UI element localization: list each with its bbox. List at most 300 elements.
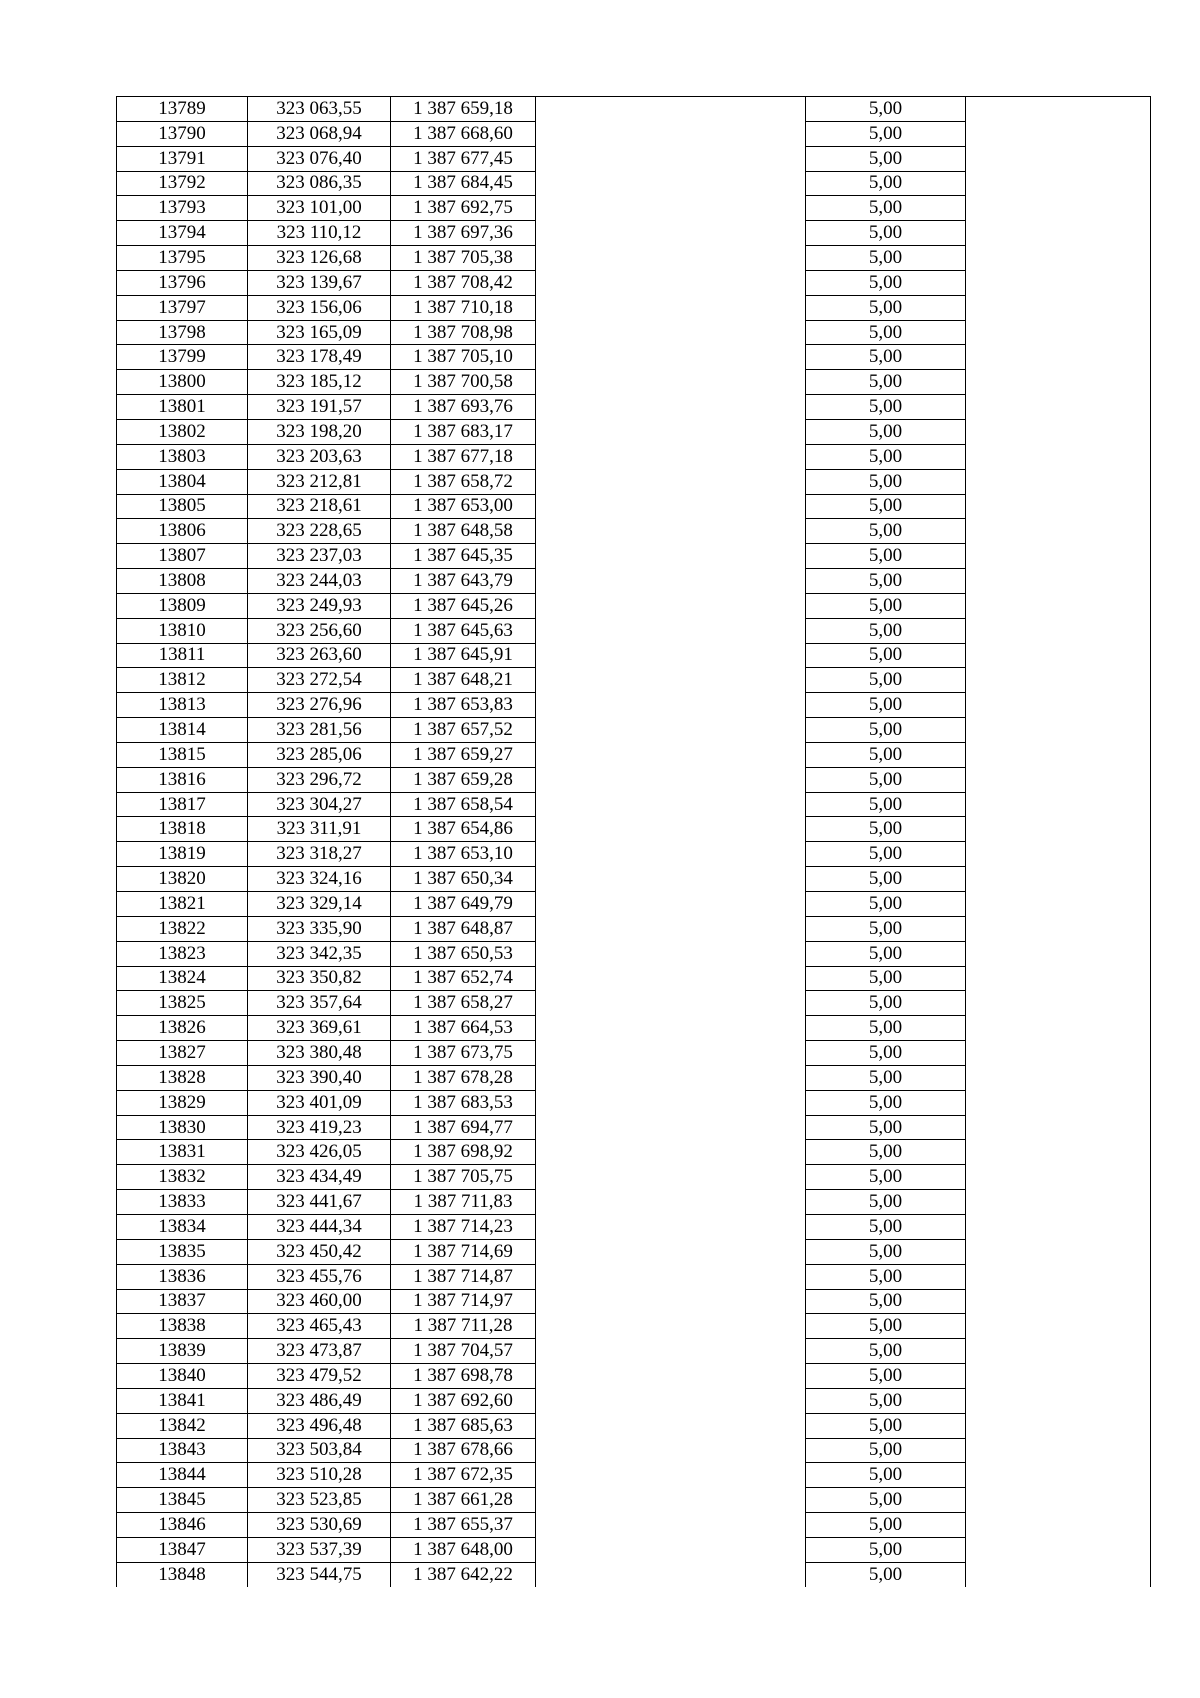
table-row [117,1140,1151,1165]
accuracy-cell: 5,00 [806,146,966,171]
empty-cell [966,444,1151,469]
table-row [117,1289,1151,1314]
point-number-cell: 13829 [117,1090,248,1115]
empty-cell [536,892,806,917]
y-coordinate-cell: 1 387 693,76 [391,395,536,420]
y-coordinate-cell: 1 387 650,53 [391,941,536,966]
x-coordinate-cell: 323 063,55 [248,97,391,122]
accuracy-cell: 5,00 [806,966,966,991]
x-coordinate-cell: 323 419,23 [248,1115,391,1140]
accuracy-cell: 5,00 [806,1339,966,1364]
table-row [117,519,1151,544]
accuracy-cell: 5,00 [806,345,966,370]
table-row [117,1214,1151,1239]
x-coordinate-cell: 323 444,34 [248,1214,391,1239]
point-number-cell: 13792 [117,171,248,196]
table-row [117,916,1151,941]
empty-cell [966,1289,1151,1314]
empty-cell [536,519,806,544]
accuracy-cell: 5,00 [806,1289,966,1314]
y-coordinate-cell: 1 387 677,45 [391,146,536,171]
x-coordinate-cell: 323 503,84 [248,1438,391,1463]
accuracy-cell: 5,00 [806,320,966,345]
x-coordinate-cell: 323 329,14 [248,892,391,917]
empty-cell [966,867,1151,892]
accuracy-cell: 5,00 [806,718,966,743]
empty-cell [966,1090,1151,1115]
y-coordinate-cell: 1 387 658,72 [391,469,536,494]
empty-cell [966,817,1151,842]
point-number-cell: 13824 [117,966,248,991]
point-number-cell: 13807 [117,544,248,569]
x-coordinate-cell: 323 324,16 [248,867,391,892]
y-coordinate-cell: 1 387 705,75 [391,1165,536,1190]
accuracy-cell: 5,00 [806,1115,966,1140]
empty-cell [536,1513,806,1538]
x-coordinate-cell: 323 357,64 [248,991,391,1016]
x-coordinate-cell: 323 426,05 [248,1140,391,1165]
point-number-cell: 13847 [117,1537,248,1562]
x-coordinate-cell: 323 390,40 [248,1065,391,1090]
x-coordinate-cell: 323 272,54 [248,668,391,693]
y-coordinate-cell: 1 387 648,87 [391,916,536,941]
empty-cell [966,1488,1151,1513]
x-coordinate-cell: 323 156,06 [248,295,391,320]
empty-cell [966,345,1151,370]
empty-cell [966,643,1151,668]
y-coordinate-cell: 1 387 645,26 [391,593,536,618]
point-number-cell: 13808 [117,569,248,594]
y-coordinate-cell: 1 387 652,74 [391,966,536,991]
table-row [117,1339,1151,1364]
y-coordinate-cell: 1 387 714,87 [391,1264,536,1289]
point-number-cell: 13813 [117,693,248,718]
y-coordinate-cell: 1 387 661,28 [391,1488,536,1513]
point-number-cell: 13796 [117,270,248,295]
point-number-cell: 13801 [117,395,248,420]
point-number-cell: 13838 [117,1314,248,1339]
empty-cell [966,97,1151,122]
table-row [117,270,1151,295]
y-coordinate-cell: 1 387 643,79 [391,569,536,594]
accuracy-cell: 5,00 [806,1513,966,1538]
point-number-cell: 13822 [117,916,248,941]
point-number-cell: 13817 [117,792,248,817]
table-row [117,1165,1151,1190]
table-row [117,146,1151,171]
empty-cell [966,1016,1151,1041]
accuracy-cell: 5,00 [806,295,966,320]
table-row [117,867,1151,892]
y-coordinate-cell: 1 387 664,53 [391,1016,536,1041]
empty-cell [536,867,806,892]
y-coordinate-cell: 1 387 648,21 [391,668,536,693]
empty-cell [966,1463,1151,1488]
y-coordinate-cell: 1 387 657,52 [391,718,536,743]
x-coordinate-cell: 323 523,85 [248,1488,391,1513]
y-coordinate-cell: 1 387 700,58 [391,370,536,395]
empty-cell [966,1562,1151,1586]
empty-cell [536,767,806,792]
x-coordinate-cell: 323 369,61 [248,1016,391,1041]
empty-cell [536,1090,806,1115]
point-number-cell: 13816 [117,767,248,792]
table-row [117,1090,1151,1115]
accuracy-cell: 5,00 [806,867,966,892]
point-number-cell: 13842 [117,1413,248,1438]
x-coordinate-cell: 323 296,72 [248,767,391,792]
point-number-cell: 13820 [117,867,248,892]
x-coordinate-cell: 323 198,20 [248,419,391,444]
accuracy-cell: 5,00 [806,1090,966,1115]
empty-cell [536,1438,806,1463]
empty-cell [536,718,806,743]
x-coordinate-cell: 323 460,00 [248,1289,391,1314]
empty-cell [536,916,806,941]
table-row [117,1438,1151,1463]
table-row [117,419,1151,444]
table-row [117,1488,1151,1513]
point-number-cell: 13827 [117,1041,248,1066]
y-coordinate-cell: 1 387 645,35 [391,544,536,569]
coordinates-table [116,96,1151,1587]
empty-cell [536,1041,806,1066]
empty-cell [966,1537,1151,1562]
point-number-cell: 13793 [117,196,248,221]
accuracy-cell: 5,00 [806,643,966,668]
empty-cell [536,1165,806,1190]
empty-cell [966,892,1151,917]
x-coordinate-cell: 323 434,49 [248,1165,391,1190]
empty-cell [966,370,1151,395]
accuracy-cell: 5,00 [806,693,966,718]
empty-cell [966,618,1151,643]
y-coordinate-cell: 1 387 678,28 [391,1065,536,1090]
x-coordinate-cell: 323 228,65 [248,519,391,544]
x-coordinate-cell: 323 496,48 [248,1413,391,1438]
accuracy-cell: 5,00 [806,892,966,917]
accuracy-cell: 5,00 [806,916,966,941]
empty-cell [536,345,806,370]
empty-cell [966,246,1151,271]
y-coordinate-cell: 1 387 648,00 [391,1537,536,1562]
table-row [117,1537,1151,1562]
table-row [117,1115,1151,1140]
y-coordinate-cell: 1 387 711,83 [391,1190,536,1215]
empty-cell [966,1115,1151,1140]
x-coordinate-cell: 323 101,00 [248,196,391,221]
x-coordinate-cell: 323 441,67 [248,1190,391,1215]
y-coordinate-cell: 1 387 705,38 [391,246,536,271]
table-row [117,941,1151,966]
y-coordinate-cell: 1 387 714,69 [391,1239,536,1264]
x-coordinate-cell: 323 455,76 [248,1264,391,1289]
x-coordinate-cell: 323 380,48 [248,1041,391,1066]
empty-cell [536,146,806,171]
point-number-cell: 13799 [117,345,248,370]
x-coordinate-cell: 323 450,42 [248,1239,391,1264]
empty-cell [966,519,1151,544]
accuracy-cell: 5,00 [806,519,966,544]
table-row [117,1016,1151,1041]
y-coordinate-cell: 1 387 698,92 [391,1140,536,1165]
empty-cell [966,941,1151,966]
x-coordinate-cell: 323 076,40 [248,146,391,171]
empty-cell [536,668,806,693]
empty-cell [966,221,1151,246]
x-coordinate-cell: 323 281,56 [248,718,391,743]
accuracy-cell: 5,00 [806,395,966,420]
empty-cell [966,742,1151,767]
table-row [117,593,1151,618]
point-number-cell: 13789 [117,97,248,122]
y-coordinate-cell: 1 387 684,45 [391,171,536,196]
accuracy-cell: 5,00 [806,1314,966,1339]
y-coordinate-cell: 1 387 697,36 [391,221,536,246]
table-row [117,742,1151,767]
empty-cell [536,1314,806,1339]
accuracy-cell: 5,00 [806,767,966,792]
x-coordinate-cell: 323 068,94 [248,121,391,146]
empty-cell [536,1264,806,1289]
accuracy-cell: 5,00 [806,817,966,842]
empty-cell [966,1438,1151,1463]
point-number-cell: 13800 [117,370,248,395]
point-number-cell: 13818 [117,817,248,842]
accuracy-cell: 5,00 [806,544,966,569]
table-row [117,668,1151,693]
empty-cell [536,494,806,519]
empty-cell [966,1190,1151,1215]
table-row [117,1413,1151,1438]
empty-cell [536,171,806,196]
table-row [117,444,1151,469]
accuracy-cell: 5,00 [806,1388,966,1413]
y-coordinate-cell: 1 387 658,27 [391,991,536,1016]
y-coordinate-cell: 1 387 654,86 [391,817,536,842]
empty-cell [966,1388,1151,1413]
point-number-cell: 13840 [117,1364,248,1389]
point-number-cell: 13832 [117,1165,248,1190]
x-coordinate-cell: 323 126,68 [248,246,391,271]
empty-cell [966,320,1151,345]
point-number-cell: 13794 [117,221,248,246]
point-number-cell: 13790 [117,121,248,146]
table-row [117,693,1151,718]
point-number-cell: 13828 [117,1065,248,1090]
table-row [117,494,1151,519]
x-coordinate-cell: 323 318,27 [248,842,391,867]
x-coordinate-cell: 323 249,93 [248,593,391,618]
empty-cell [536,270,806,295]
x-coordinate-cell: 323 342,35 [248,941,391,966]
empty-cell [536,544,806,569]
table-row [117,121,1151,146]
x-coordinate-cell: 323 544,75 [248,1562,391,1586]
point-number-cell: 13830 [117,1115,248,1140]
empty-cell [536,1364,806,1389]
point-number-cell: 13815 [117,742,248,767]
point-number-cell: 13826 [117,1016,248,1041]
y-coordinate-cell: 1 387 645,91 [391,643,536,668]
accuracy-cell: 5,00 [806,569,966,594]
y-coordinate-cell: 1 387 692,75 [391,196,536,221]
x-coordinate-cell: 323 486,49 [248,1388,391,1413]
point-number-cell: 13804 [117,469,248,494]
point-number-cell: 13836 [117,1264,248,1289]
empty-cell [966,146,1151,171]
y-coordinate-cell: 1 387 668,60 [391,121,536,146]
y-coordinate-cell: 1 387 653,10 [391,842,536,867]
table-row [117,643,1151,668]
empty-cell [536,742,806,767]
x-coordinate-cell: 323 335,90 [248,916,391,941]
x-coordinate-cell: 323 191,57 [248,395,391,420]
y-coordinate-cell: 1 387 708,98 [391,320,536,345]
empty-cell [536,221,806,246]
point-number-cell: 13795 [117,246,248,271]
point-number-cell: 13809 [117,593,248,618]
y-coordinate-cell: 1 387 673,75 [391,1041,536,1066]
empty-cell [536,1562,806,1586]
accuracy-cell: 5,00 [806,221,966,246]
empty-cell [966,295,1151,320]
x-coordinate-cell: 323 276,96 [248,693,391,718]
point-number-cell: 13845 [117,1488,248,1513]
empty-cell [536,693,806,718]
table-row [117,966,1151,991]
y-coordinate-cell: 1 387 672,35 [391,1463,536,1488]
empty-cell [966,966,1151,991]
empty-cell [536,842,806,867]
point-number-cell: 13841 [117,1388,248,1413]
empty-cell [966,1314,1151,1339]
accuracy-cell: 5,00 [806,1537,966,1562]
table-row [117,718,1151,743]
y-coordinate-cell: 1 387 710,18 [391,295,536,320]
table-row [117,395,1151,420]
empty-cell [966,1214,1151,1239]
empty-cell [966,718,1151,743]
table-row [117,320,1151,345]
accuracy-cell: 5,00 [806,792,966,817]
table-row [117,246,1151,271]
x-coordinate-cell: 323 263,60 [248,643,391,668]
empty-cell [966,842,1151,867]
empty-cell [966,1364,1151,1389]
table-row [117,817,1151,842]
table-row [117,97,1151,122]
empty-cell [536,444,806,469]
table-row [117,1364,1151,1389]
table-row [117,767,1151,792]
empty-cell [966,1413,1151,1438]
table-row [117,618,1151,643]
accuracy-cell: 5,00 [806,246,966,271]
empty-cell [536,419,806,444]
empty-cell [966,196,1151,221]
x-coordinate-cell: 323 473,87 [248,1339,391,1364]
table-row [117,196,1151,221]
accuracy-cell: 5,00 [806,1041,966,1066]
point-number-cell: 13843 [117,1438,248,1463]
x-coordinate-cell: 323 350,82 [248,966,391,991]
empty-cell [966,494,1151,519]
accuracy-cell: 5,00 [806,419,966,444]
table-row [117,370,1151,395]
table-row [117,842,1151,867]
accuracy-cell: 5,00 [806,1264,966,1289]
x-coordinate-cell: 323 285,06 [248,742,391,767]
accuracy-cell: 5,00 [806,1364,966,1389]
table-row [117,469,1151,494]
point-number-cell: 13819 [117,842,248,867]
empty-cell [536,469,806,494]
point-number-cell: 13848 [117,1562,248,1586]
accuracy-cell: 5,00 [806,1016,966,1041]
empty-cell [966,792,1151,817]
empty-cell [966,469,1151,494]
x-coordinate-cell: 323 304,27 [248,792,391,817]
y-coordinate-cell: 1 387 677,18 [391,444,536,469]
point-number-cell: 13812 [117,668,248,693]
table-row [117,1314,1151,1339]
empty-cell [536,991,806,1016]
accuracy-cell: 5,00 [806,742,966,767]
x-coordinate-cell: 323 203,63 [248,444,391,469]
y-coordinate-cell: 1 387 683,17 [391,419,536,444]
table-row [117,1065,1151,1090]
point-number-cell: 13837 [117,1289,248,1314]
empty-cell [966,395,1151,420]
y-coordinate-cell: 1 387 655,37 [391,1513,536,1538]
empty-cell [536,593,806,618]
empty-cell [966,569,1151,594]
point-number-cell: 13846 [117,1513,248,1538]
accuracy-cell: 5,00 [806,668,966,693]
point-number-cell: 13791 [117,146,248,171]
point-number-cell: 13821 [117,892,248,917]
table-row [117,171,1151,196]
accuracy-cell: 5,00 [806,842,966,867]
empty-cell [536,817,806,842]
y-coordinate-cell: 1 387 698,78 [391,1364,536,1389]
x-coordinate-cell: 323 218,61 [248,494,391,519]
empty-cell [536,196,806,221]
point-number-cell: 13811 [117,643,248,668]
accuracy-cell: 5,00 [806,171,966,196]
y-coordinate-cell: 1 387 642,22 [391,1562,536,1586]
empty-cell [536,1140,806,1165]
empty-cell [536,395,806,420]
x-coordinate-cell: 323 256,60 [248,618,391,643]
empty-cell [536,97,806,122]
x-coordinate-cell: 323 311,91 [248,817,391,842]
x-coordinate-cell: 323 465,43 [248,1314,391,1339]
table-row [117,569,1151,594]
empty-cell [536,966,806,991]
accuracy-cell: 5,00 [806,196,966,221]
y-coordinate-cell: 1 387 694,77 [391,1115,536,1140]
empty-cell [966,693,1151,718]
accuracy-cell: 5,00 [806,1488,966,1513]
empty-cell [966,767,1151,792]
table-row [117,1041,1151,1066]
empty-cell [536,1339,806,1364]
empty-cell [966,171,1151,196]
empty-cell [966,544,1151,569]
empty-cell [536,1537,806,1562]
